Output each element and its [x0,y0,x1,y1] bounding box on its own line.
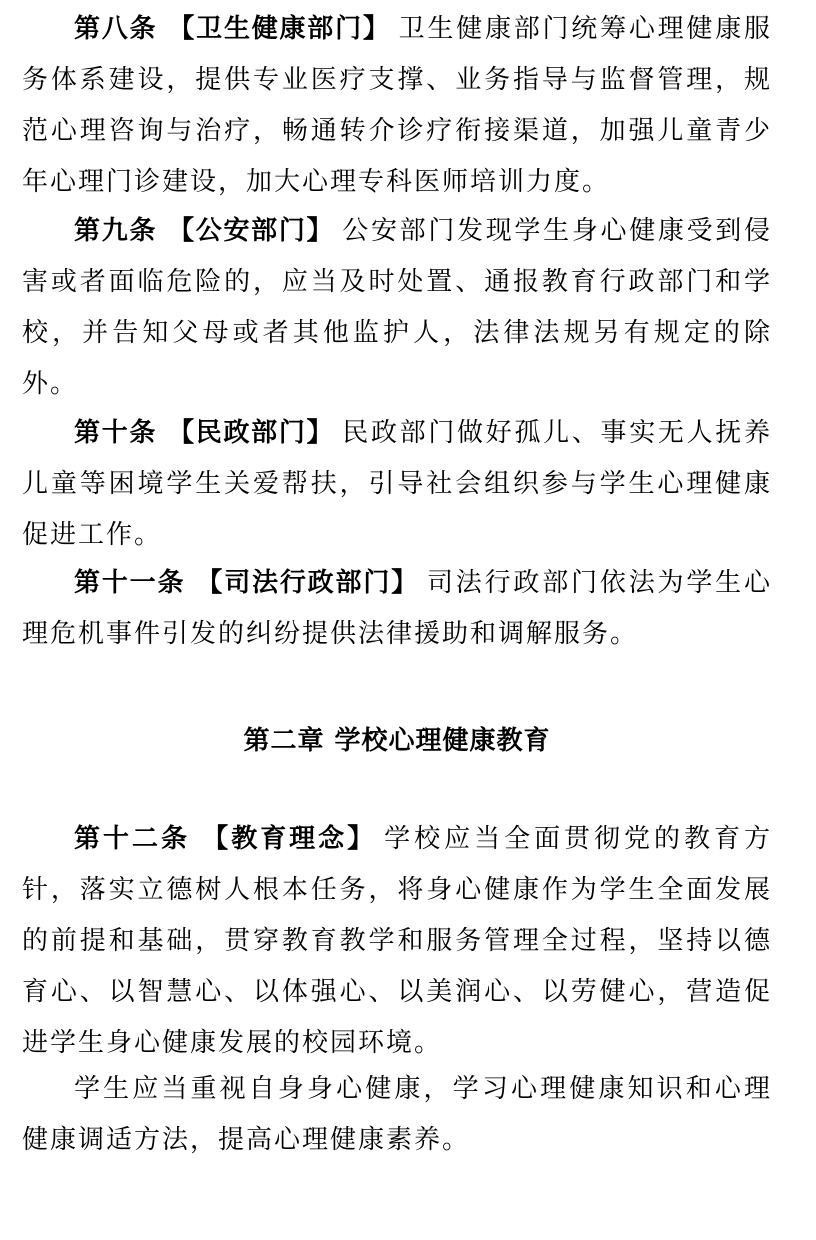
article-text: 公安部门发现学生身心健康受到侵害或者面临危险的，应当及时处置、通报教育行政部门和学校，并告知父母或者其他监护人，法律法规另有规定的除外。 [22,216,772,399]
chapter-heading: 第二章 学校心理健康教育 [243,726,551,756]
article-title: 【卫生健康部门】 [168,14,391,44]
article-title: 【民政部门】 [168,418,335,448]
article-number: 第八条 [74,14,158,44]
article-text: 卫生健康部门统筹心理健康服务体系建设，提供专业医疗支撑、业务指导与监督管理，规范心理咨询与治疗，畅通转介诊疗衔接渠道，加强儿童青少年心理门诊建设，加大心理专科医师培训力度。 [22,14,772,197]
article-10 [22,408,772,561]
article-11 [22,558,772,660]
article-text: 司法行政部门依法为学生心理危机事件引发的纠纷提供法律援助和调解服务。 [22,568,772,649]
article-number: 第十二条 [74,824,190,854]
article-number: 第十一条 [74,568,186,598]
article-text: 民政部门做好孤儿、事实无人抚养儿童等困境学生关爱帮扶，引导社会组织参与学生心理健康促进工作。 [22,418,772,550]
article-title: 【公安部门】 [168,216,335,246]
article-title: 【教育理念】 [202,824,377,854]
article-8 [22,4,772,208]
article-9 [22,206,772,410]
article-12 [22,814,772,1069]
article-title: 【司法行政部门】 [196,568,419,598]
article-number: 第九条 [74,216,158,246]
article-number: 第十条 [74,418,158,448]
article-12-paragraph-2: 学生应当重视自身身心健康，学习心理健康知识和心理健康调适方法，提高心理健康素养。 [22,1074,772,1155]
article-text: 学校应当全面贯彻党的教育方针，落实立德树人根本任务，将身心健康作为学生全面发展的前提和基础，贯穿教育教学和服务管理全过程，坚持以德育心、以智慧心、以体强心、以美润心、以劳健心，营造促进学生身心健康发展的校园环境。 [22,824,772,1058]
